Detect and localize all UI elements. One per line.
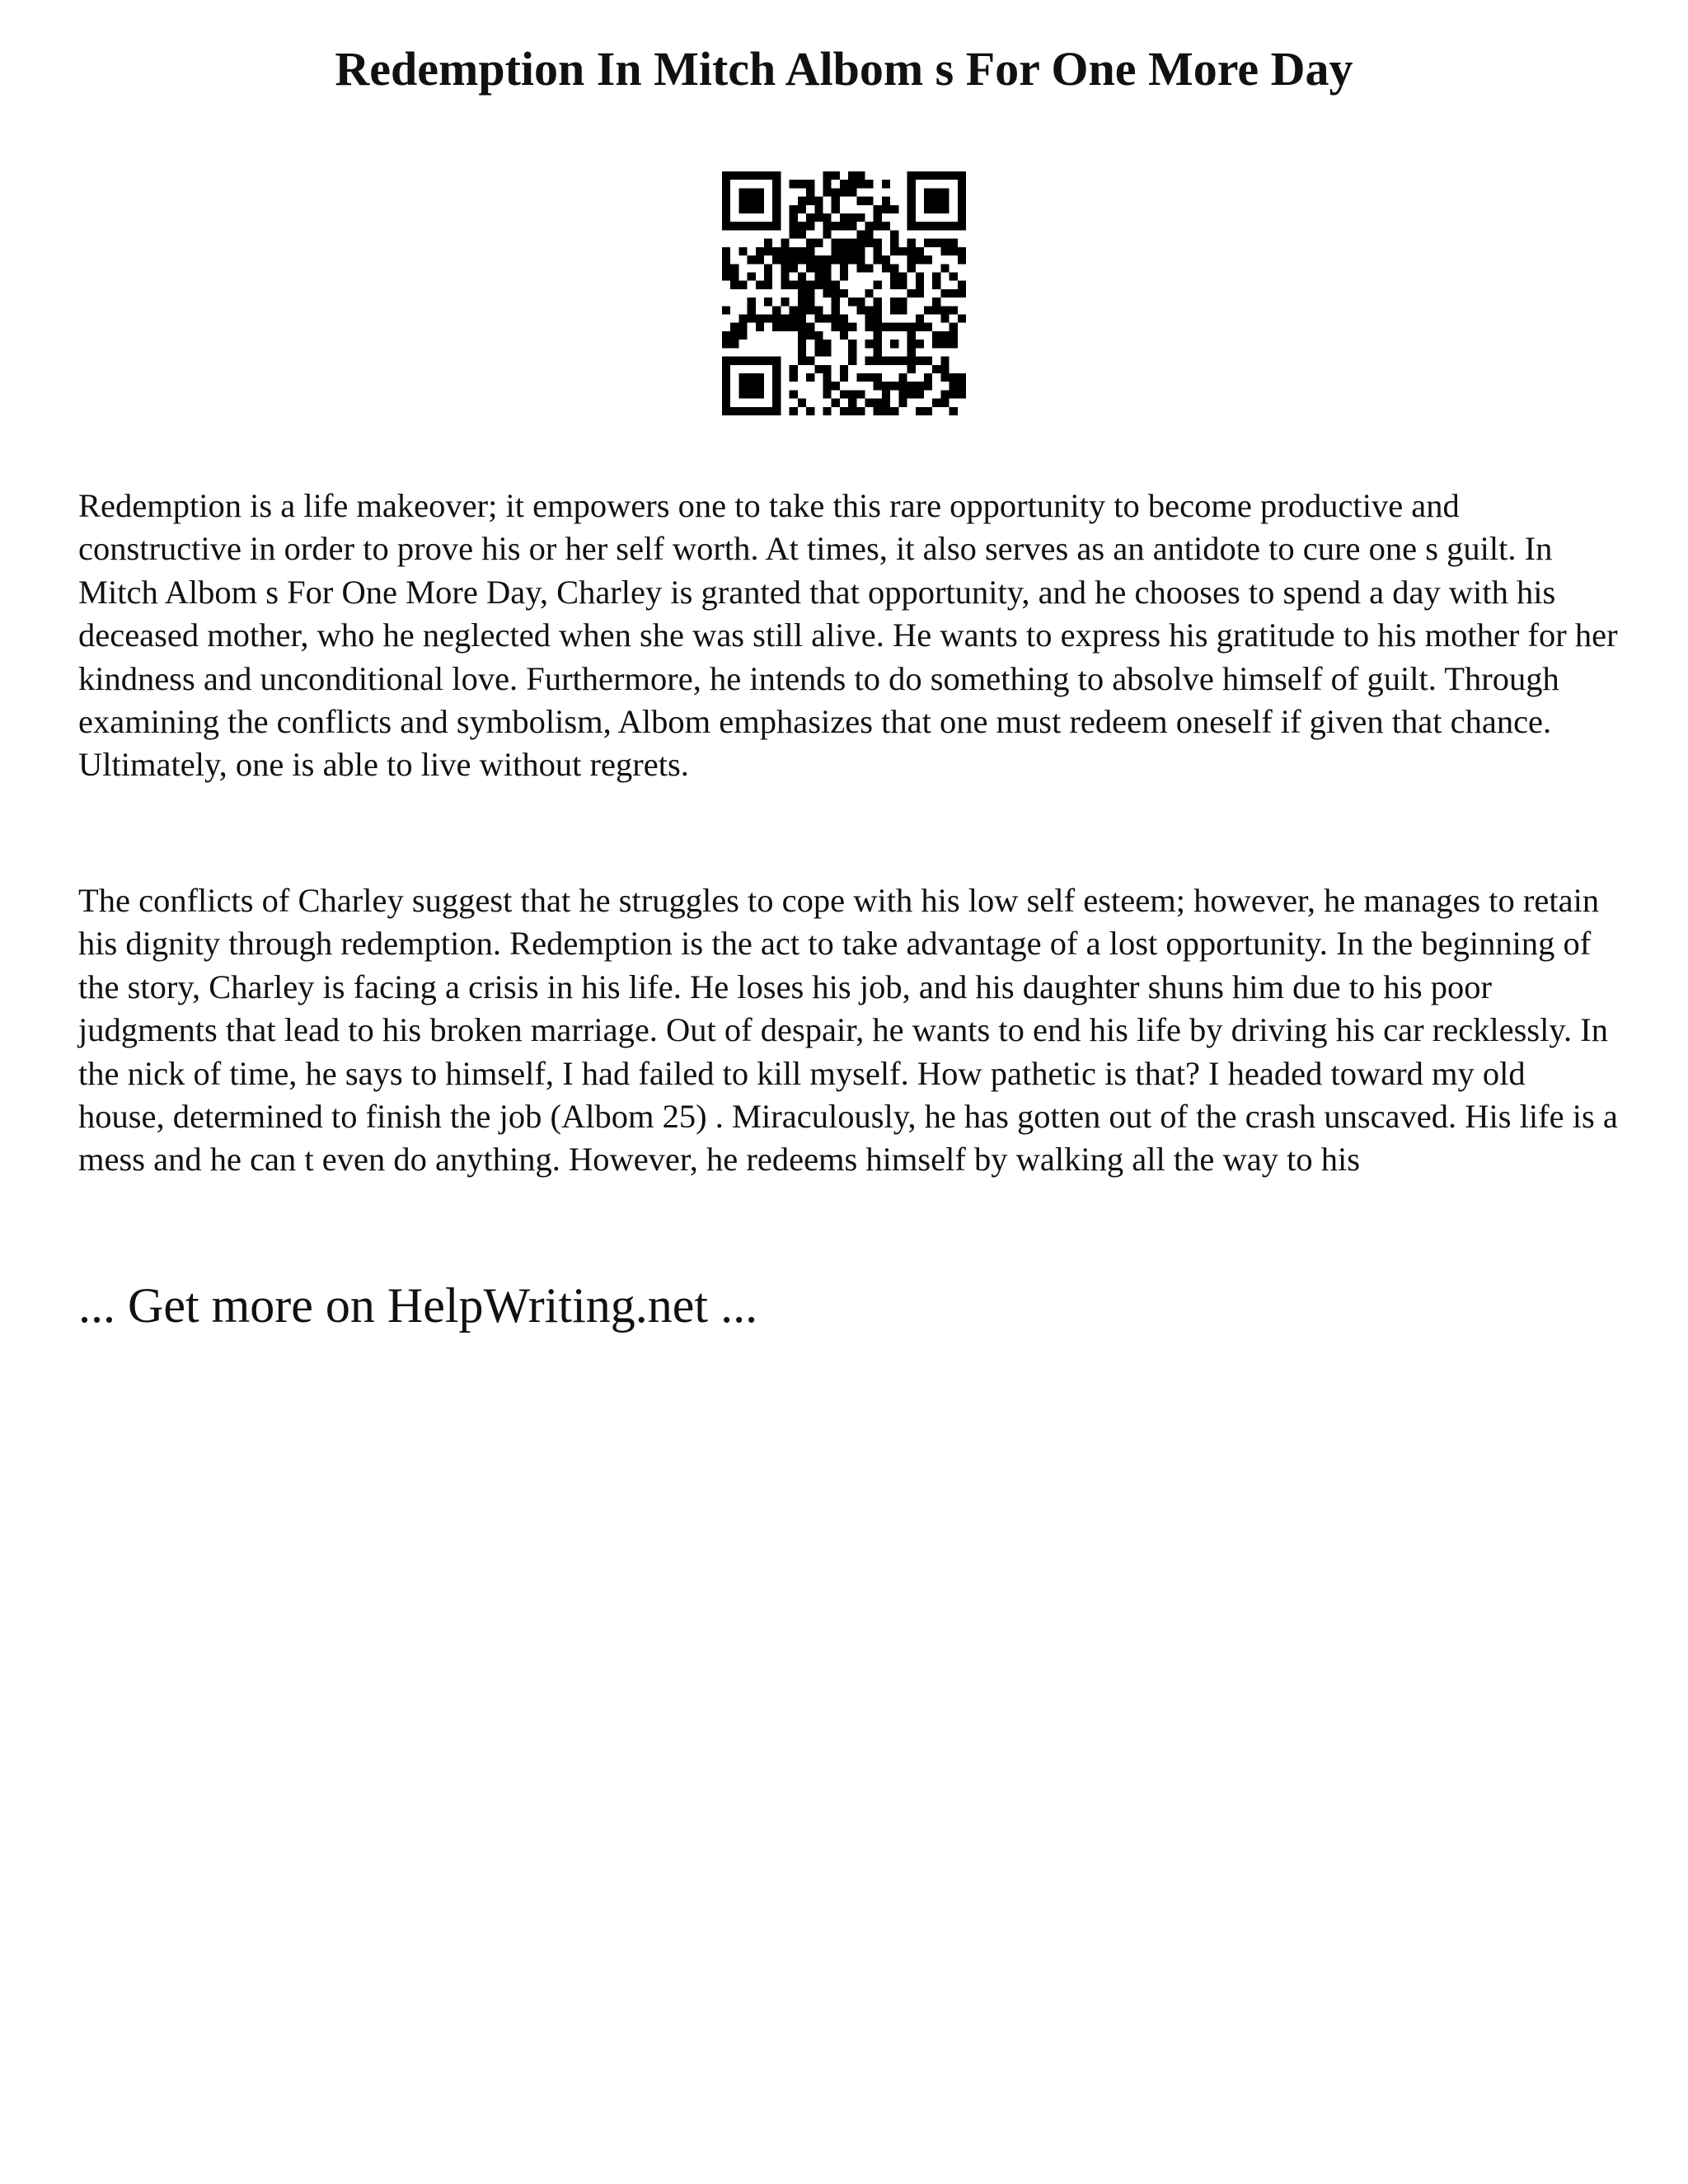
body-paragraph-2: The conflicts of Charley suggest that he struggles to cope with his low self esteem; however, he manages to retain his dignity through redemption. Redemption is the act to take advantage of a lost opportunity. In the beginning of the story, Charley is facing a crisis in his life. He loses his job, and his daughter shuns him due to his poor judgments that lead to his broken marriage. Out of despair, he wants to end his life by driving his car recklessly. In the nick of time, he says to himself, I had failed to kill myself. How pathetic is that? I headed toward my old house, determined to finish the job (Albom 25) . Miraculously, he has gotten out of the crash unscaved. His life is a mess and he can t even do anything. However, he redeems himself by walking all the way to his [78, 882, 1618, 1179]
qr-code-icon [722, 171, 966, 415]
get-more-link[interactable]: ... Get more on HelpWriting.net ... [78, 1278, 758, 1333]
body-paragraph-1: Redemption is a life makeover; it empowers one to take this rare opportunity to become productive and constructive in order to prove his or her self worth. At times, it also serves as an antidote to cure one s guilt. In Mitch Albom s For One More Day, Charley is granted that opportunity, and he chooses to spend a day with his deceased mother, who he neglected when she was still alive. He wants to express his gratitude to his mother for her kindness and unconditional love. Furthermore, he intends to do something to absolve himself of guilt. Through examining the conflicts and symbolism, Albom emphasizes that one must redeem oneself if given that chance. Ultimately, one is able to live without regrets. [78, 487, 1618, 784]
page-title: Redemption In Mitch Albom s For One More Day [335, 42, 1353, 96]
